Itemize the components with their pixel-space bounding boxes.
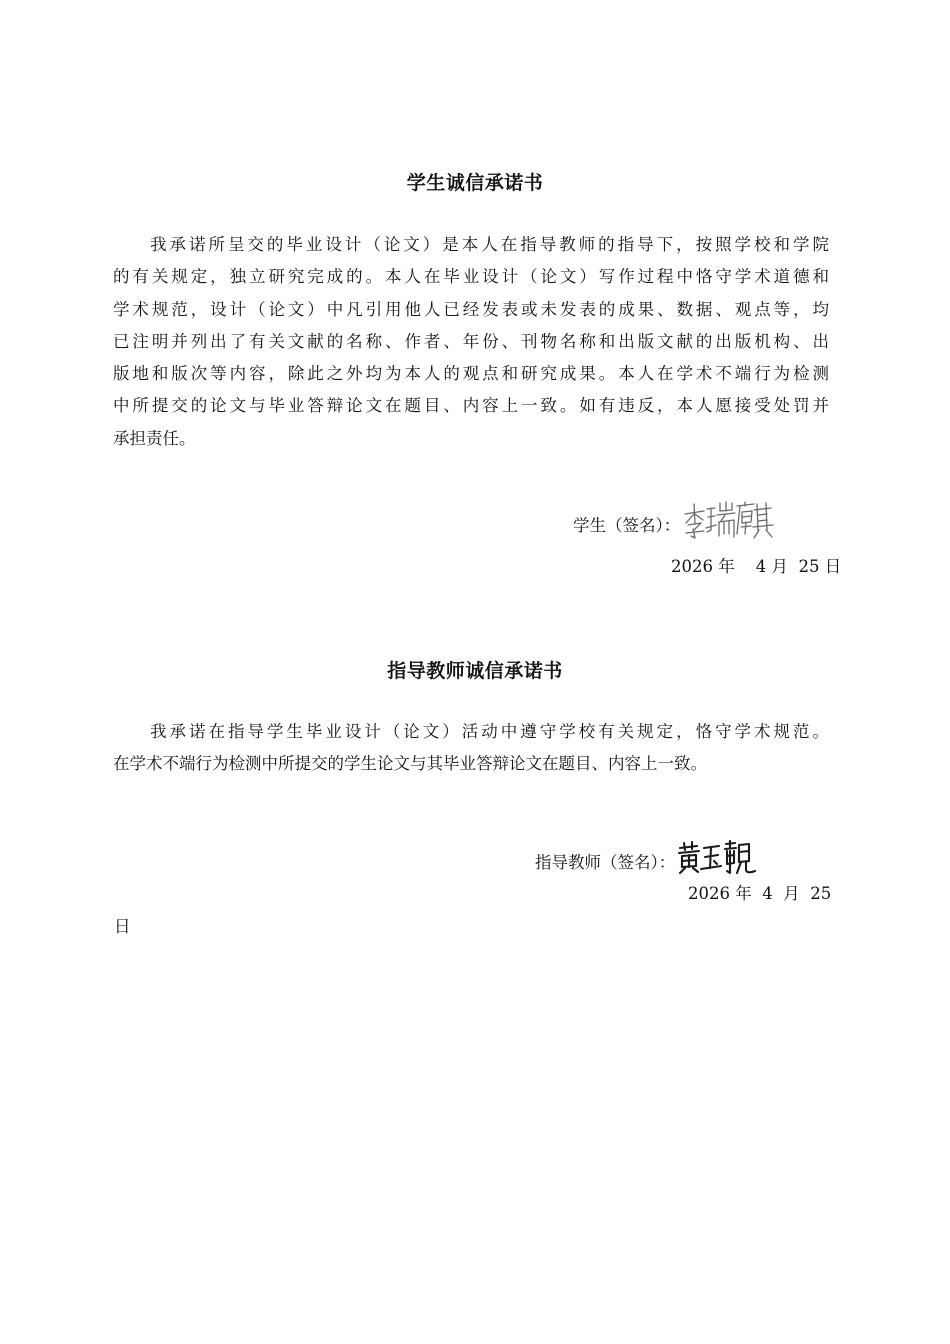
paragraph-line: 我承诺在指导学生毕业设计（论文）活动中遵守学校有关规定，恪守学术规范。 [150, 722, 829, 741]
paragraph-line: 学术规范，设计（论文）中凡引用他人已经发表或未发表的成果、数据、观点等，均 [113, 299, 829, 319]
student-signature-row [573, 500, 774, 548]
teacher-signature-label: 指导教师（签名）： [535, 853, 676, 872]
paragraph-line: 在学术不端行为检测中所提交的学生论文与其毕业答辩论文在题目、内容上一致。 [113, 754, 707, 774]
student-signature-label: 学生（签名）： [573, 516, 681, 535]
student-signature-date: 2026 年 4 月 25 日 [671, 557, 842, 576]
teacher-handwritten-signature [677, 840, 757, 882]
teacher-pledge-paragraph [113, 716, 829, 781]
student-pledge-title: 学生诚信承诺书 [406, 172, 544, 194]
paragraph-line: 已注明并列出了有关文献的名称、作者、年份、刊物名称和出版文献的出版机构、出 [113, 331, 829, 351]
paragraph-line: 我承诺所呈交的毕业设计（论文）是本人在指导教师的指导下，按照学校和学院 [150, 235, 829, 254]
paragraph-line: 中所提交的论文与毕业答辩论文在题目、内容上一致。如有违反，本人愿接受处罚并 [113, 396, 829, 416]
paragraph-line: 版地和版次等内容，除此之外均为本人的观点和研究成果。本人在学术不端行为检测 [113, 364, 829, 384]
student-pledge-paragraph [113, 229, 829, 455]
teacher-signature-row [535, 840, 757, 882]
student-handwritten-signature [682, 500, 774, 548]
paragraph-line: 承担责任。 [113, 428, 196, 448]
teacher-signature-date-wrap: 日 [114, 917, 131, 936]
paragraph-line: 的有关规定，独立研究完成的。本人在毕业设计（论文）写作过程中恪守学术道德和 [113, 267, 829, 287]
teacher-signature-date: 2026 年 4 月 25 [688, 884, 832, 903]
teacher-pledge-title: 指导教师诚信承诺书 [387, 660, 563, 682]
